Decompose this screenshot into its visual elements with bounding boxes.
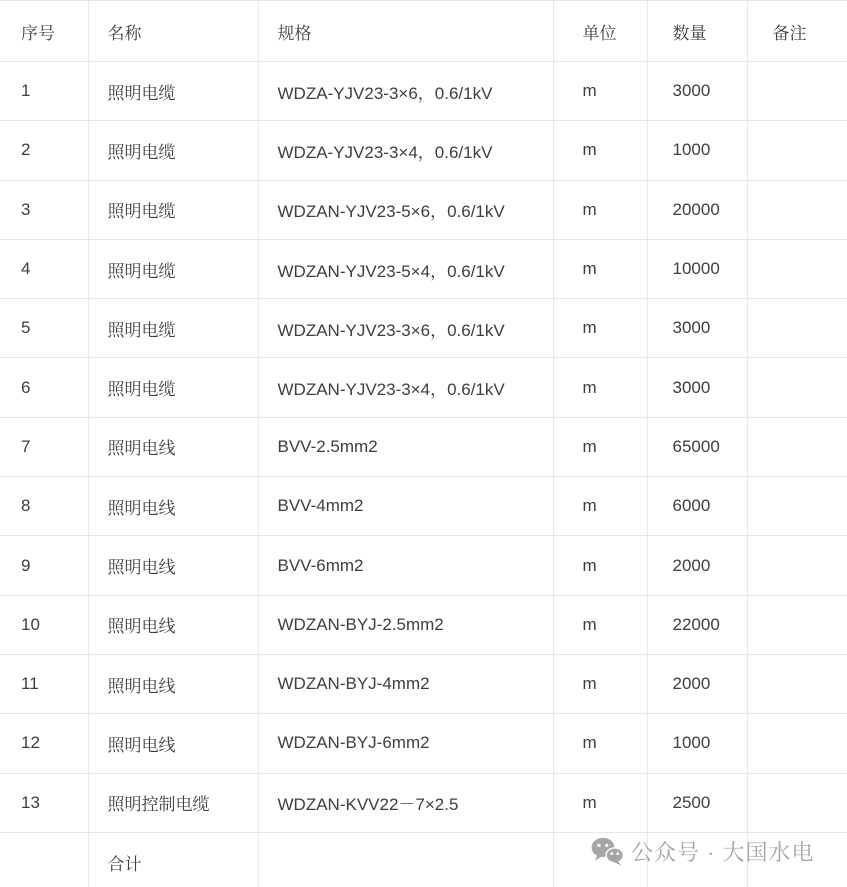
table-header-row bbox=[0, 1, 847, 62]
cell-no: 1 bbox=[0, 62, 88, 121]
cell-unit: m bbox=[553, 121, 647, 180]
table-body bbox=[0, 62, 847, 887]
cell-name: 照明电缆 bbox=[88, 358, 258, 417]
cell-spec: BVV-4mm2 bbox=[258, 477, 553, 536]
cell-unit: m bbox=[553, 595, 647, 654]
total-cell-qty bbox=[647, 832, 747, 887]
cell-no: 11 bbox=[0, 654, 88, 713]
cell-unit: m bbox=[553, 536, 647, 595]
cell-spec: WDZAN-KVV22－7×2.5 bbox=[258, 773, 553, 832]
cell-spec: WDZA-YJV23-3×6，0.6/1kV bbox=[258, 62, 553, 121]
cell-qty: 1000 bbox=[647, 121, 747, 180]
col-header-qty: 数量 bbox=[647, 1, 747, 62]
cell-unit: m bbox=[553, 477, 647, 536]
cell-qty: 2000 bbox=[647, 654, 747, 713]
cell-qty: 3000 bbox=[647, 299, 747, 358]
cell-spec: WDZA-YJV23-3×4，0.6/1kV bbox=[258, 121, 553, 180]
cell-note bbox=[747, 180, 847, 239]
cell-name: 照明电缆 bbox=[88, 180, 258, 239]
col-header-name: 名称 bbox=[88, 1, 258, 62]
cell-qty: 1000 bbox=[647, 714, 747, 773]
cell-no: 9 bbox=[0, 536, 88, 595]
cell-name: 照明电线 bbox=[88, 477, 258, 536]
cell-unit: m bbox=[553, 417, 647, 476]
cell-no: 7 bbox=[0, 417, 88, 476]
total-row bbox=[0, 832, 847, 887]
table-row bbox=[0, 299, 847, 358]
cell-unit: m bbox=[553, 773, 647, 832]
cell-note bbox=[747, 773, 847, 832]
total-cell-note bbox=[747, 832, 847, 887]
cell-qty: 65000 bbox=[647, 417, 747, 476]
cell-spec: WDZAN-BYJ-6mm2 bbox=[258, 714, 553, 773]
cell-spec: WDZAN-BYJ-2.5mm2 bbox=[258, 595, 553, 654]
table-row bbox=[0, 536, 847, 595]
cell-qty: 2000 bbox=[647, 536, 747, 595]
total-cell-name: 合计 bbox=[88, 832, 258, 887]
table-row bbox=[0, 417, 847, 476]
col-header-note: 备注 bbox=[747, 1, 847, 62]
cell-unit: m bbox=[553, 62, 647, 121]
cell-no: 10 bbox=[0, 595, 88, 654]
table-row bbox=[0, 477, 847, 536]
cell-name: 照明电线 bbox=[88, 714, 258, 773]
cell-unit: m bbox=[553, 654, 647, 713]
cell-qty: 6000 bbox=[647, 477, 747, 536]
cell-unit: m bbox=[553, 299, 647, 358]
cell-unit: m bbox=[553, 180, 647, 239]
cell-name: 照明电线 bbox=[88, 417, 258, 476]
total-cell-no bbox=[0, 832, 88, 887]
cell-name: 照明电缆 bbox=[88, 299, 258, 358]
table-row bbox=[0, 358, 847, 417]
cell-note bbox=[747, 239, 847, 298]
total-cell-unit bbox=[553, 832, 647, 887]
cell-note bbox=[747, 358, 847, 417]
cell-no: 2 bbox=[0, 121, 88, 180]
cell-qty: 3000 bbox=[647, 358, 747, 417]
table-row bbox=[0, 121, 847, 180]
cell-name: 照明电缆 bbox=[88, 121, 258, 180]
cell-note bbox=[747, 714, 847, 773]
cell-note bbox=[747, 121, 847, 180]
cell-spec: WDZAN-YJV23-5×4，0.6/1kV bbox=[258, 239, 553, 298]
cell-name: 照明电缆 bbox=[88, 239, 258, 298]
cell-note bbox=[747, 417, 847, 476]
cell-no: 4 bbox=[0, 239, 88, 298]
table-row bbox=[0, 595, 847, 654]
cell-qty: 2500 bbox=[647, 773, 747, 832]
cell-note bbox=[747, 62, 847, 121]
watermark-text: 公众号 · 大国水电 bbox=[631, 840, 815, 865]
col-header-unit: 单位 bbox=[553, 1, 647, 62]
cell-qty: 3000 bbox=[647, 62, 747, 121]
cell-note bbox=[747, 536, 847, 595]
cell-unit: m bbox=[553, 358, 647, 417]
col-header-spec: 规格 bbox=[258, 1, 553, 62]
table-row bbox=[0, 180, 847, 239]
cell-unit: m bbox=[553, 239, 647, 298]
cell-spec: BVV-6mm2 bbox=[258, 536, 553, 595]
cell-unit: m bbox=[553, 714, 647, 773]
cell-no: 3 bbox=[0, 180, 88, 239]
table-row bbox=[0, 654, 847, 713]
cell-name: 照明电线 bbox=[88, 536, 258, 595]
cell-qty: 22000 bbox=[647, 595, 747, 654]
cell-name: 照明电缆 bbox=[88, 62, 258, 121]
cell-note bbox=[747, 595, 847, 654]
cell-qty: 10000 bbox=[647, 239, 747, 298]
cell-name: 照明电线 bbox=[88, 654, 258, 713]
table-row bbox=[0, 714, 847, 773]
table-row bbox=[0, 62, 847, 121]
cell-name: 照明控制电缆 bbox=[88, 773, 258, 832]
cell-note bbox=[747, 477, 847, 536]
cell-no: 13 bbox=[0, 773, 88, 832]
cell-name: 照明电线 bbox=[88, 595, 258, 654]
col-header-no: 序号 bbox=[0, 1, 88, 62]
cell-qty: 20000 bbox=[647, 180, 747, 239]
cell-spec: WDZAN-YJV23-3×6，0.6/1kV bbox=[258, 299, 553, 358]
cell-spec: WDZAN-BYJ-4mm2 bbox=[258, 654, 553, 713]
cell-spec: BVV-2.5mm2 bbox=[258, 417, 553, 476]
cell-no: 6 bbox=[0, 358, 88, 417]
total-cell-spec bbox=[258, 832, 553, 887]
cell-spec: WDZAN-YJV23-5×6，0.6/1kV bbox=[258, 180, 553, 239]
cell-spec: WDZAN-YJV23-3×4，0.6/1kV bbox=[258, 358, 553, 417]
cell-no: 12 bbox=[0, 714, 88, 773]
cell-note bbox=[747, 654, 847, 713]
cell-no: 8 bbox=[0, 477, 88, 536]
table-row bbox=[0, 773, 847, 832]
table-row bbox=[0, 239, 847, 298]
cell-no: 5 bbox=[0, 299, 88, 358]
cell-note bbox=[747, 299, 847, 358]
